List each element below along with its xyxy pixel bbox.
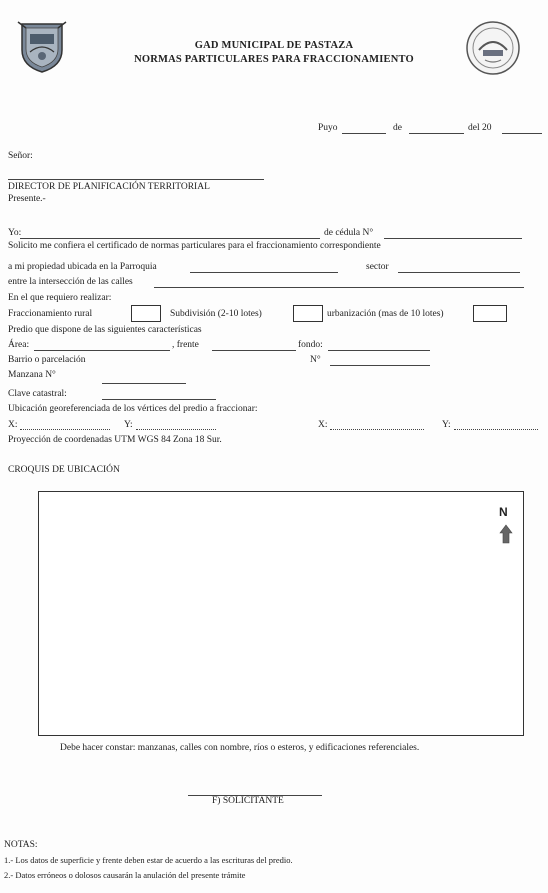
- cedula-label: de cédula N°: [324, 228, 374, 238]
- recipient-title: DIRECTOR DE PLANIFICACIÓN TERRITORIAL: [8, 182, 210, 192]
- croquis-title: CROQUIS DE UBICACIÓN: [8, 465, 120, 475]
- yo-label: Yo:: [8, 228, 22, 238]
- clave-field[interactable]: [102, 390, 216, 400]
- sector-label: sector: [366, 262, 389, 272]
- area-label: Área:: [8, 340, 30, 350]
- subdivision-label: Subdivisión (2-10 lotes): [170, 309, 262, 319]
- numero-field[interactable]: [330, 356, 430, 366]
- x2-label: X:: [318, 420, 328, 430]
- urbanizacion-label: urbanización (mas de 10 lotes): [327, 309, 444, 319]
- fondo-label: fondo:: [298, 340, 323, 350]
- date-de: de: [393, 123, 402, 133]
- sector-field[interactable]: [398, 263, 520, 273]
- y2-field[interactable]: [454, 421, 538, 430]
- area-field[interactable]: [34, 341, 170, 351]
- calles-field[interactable]: [154, 278, 524, 288]
- north-arrow-icon: [499, 524, 513, 544]
- cedula-field[interactable]: [384, 229, 522, 239]
- caracteristicas-label: Predio que dispone de las siguientes características: [8, 325, 202, 335]
- date-del: del 20: [468, 123, 492, 133]
- ubicacion-label: Ubicación georeferenciada de los vértices del predio a fraccionar:: [8, 404, 258, 414]
- header-line-2: NORMAS PARTICULARES PARA FRACCIONAMIENTO: [134, 54, 414, 65]
- x2-field[interactable]: [330, 421, 424, 430]
- frente-field[interactable]: [212, 341, 296, 351]
- salutation: Señor:: [8, 151, 33, 161]
- proyeccion-label: Proyección de coordenadas UTM WGS 84 Zona 18 Sur.: [8, 435, 222, 445]
- rural-checkbox[interactable]: [131, 305, 161, 322]
- parroquia-field[interactable]: [190, 263, 338, 273]
- signature-label: F) SOLICITANTE: [212, 796, 284, 806]
- numero-label: N°: [310, 355, 321, 365]
- x1-label: X:: [8, 420, 18, 430]
- subdivision-checkbox[interactable]: [293, 305, 323, 322]
- recipient-name-line: [8, 170, 264, 180]
- propiedad-label: a mi propiedad ubicada en la Parroquia: [8, 262, 157, 272]
- y2-label: Y:: [442, 420, 451, 430]
- signature-line[interactable]: [188, 786, 322, 796]
- y1-label: Y:: [124, 420, 133, 430]
- croquis-caption: Debe hacer constar: manzanas, calles con nombre, ríos o esteros, y edificaciones referenciales.: [60, 743, 420, 753]
- x1-field[interactable]: [20, 421, 110, 430]
- date-month-field[interactable]: [409, 124, 464, 134]
- date-day-field[interactable]: [342, 124, 386, 134]
- manzana-field[interactable]: [102, 374, 186, 384]
- name-field[interactable]: [20, 229, 320, 239]
- requiero-label: En el que requiero realizar:: [8, 293, 112, 303]
- solicito-text: Solicito me confiera el certificado de normas particulares para el fraccionamiento correspondiente: [8, 241, 381, 251]
- date-city: Puyo: [318, 123, 338, 133]
- note-item: 1.- Los datos de superficie y frente deben estar de acuerdo a las escrituras del predio.: [4, 855, 293, 865]
- interseccion-label: entre la intersección de las calles: [8, 277, 133, 287]
- fondo-field[interactable]: [328, 341, 430, 351]
- north-label: N: [499, 505, 508, 519]
- y1-field[interactable]: [136, 421, 216, 430]
- note-item: 2.- Datos erróneos o dolosos causarán la anulación del presente trámite: [4, 870, 246, 880]
- manzana-label: Manzana N°: [8, 370, 56, 380]
- frente-label: , frente: [172, 340, 199, 350]
- urbanizacion-checkbox[interactable]: [473, 305, 507, 322]
- date-year-field[interactable]: [502, 124, 542, 134]
- barrio-label: Barrio o parcelación: [8, 355, 86, 365]
- puyo-seal-icon: [465, 20, 521, 76]
- notes-title: NOTAS:: [4, 840, 38, 850]
- rural-label: Fraccionamiento rural: [8, 309, 93, 319]
- presente: Presente.-: [8, 194, 46, 204]
- croquis-drawing-area[interactable]: [38, 491, 524, 736]
- clave-label: Clave catastral:: [8, 389, 67, 399]
- header-line-1: GAD MUNICIPAL DE PASTAZA: [194, 40, 354, 51]
